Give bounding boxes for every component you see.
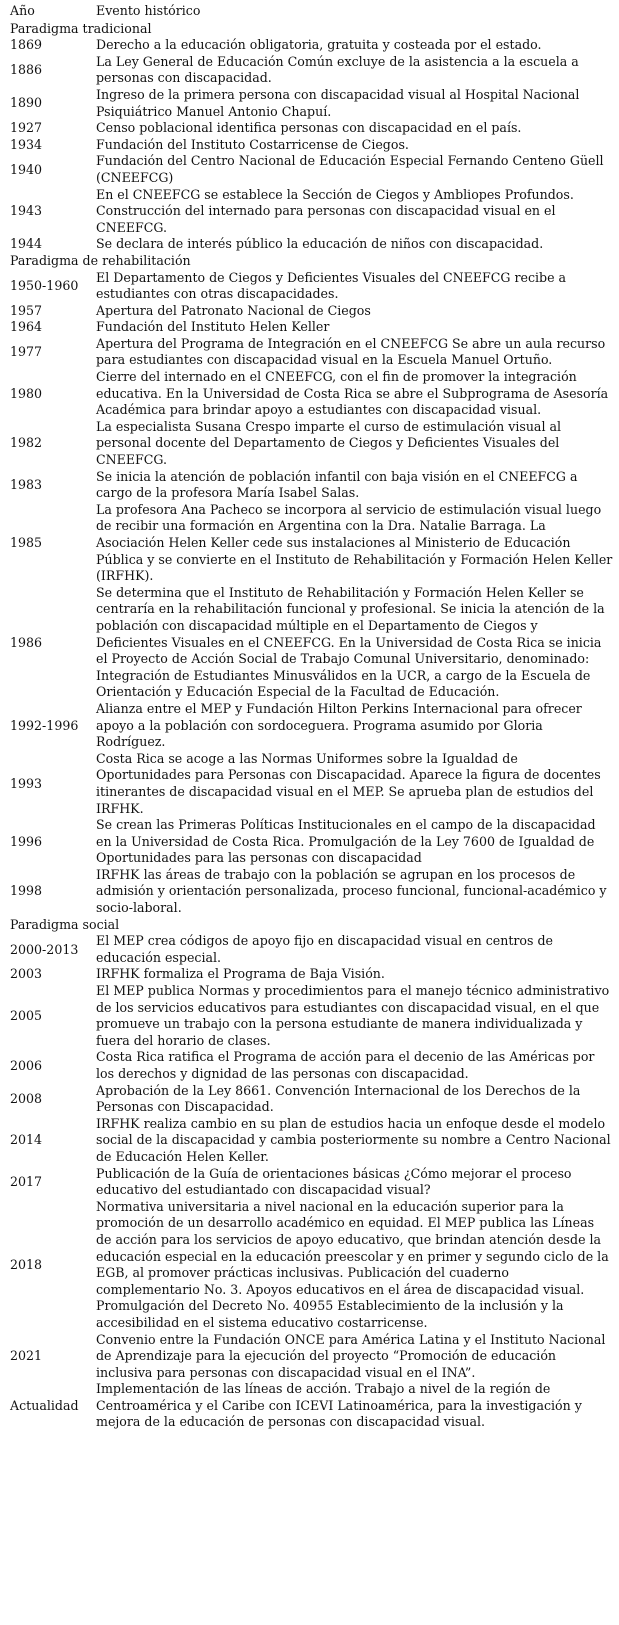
table-row	[0, 1049, 613, 1082]
year-cell: 1943	[10, 203, 43, 219]
table-row	[0, 867, 613, 917]
year-cell: 2021	[10, 1348, 43, 1364]
event-cell: Alianza entre el MEP y Fundación Hilton Perkins Internacional para ofrecer apoyo a la población con sordoceguera. Programa asumido por Gloria Rodríguez.	[96, 700, 582, 750]
event-cell: Fundación del Instituto Helen Keller	[96, 319, 330, 335]
table-row	[0, 54, 613, 87]
timeline-table	[0, 3, 613, 1431]
table-row	[0, 966, 613, 983]
year-cell: 1957	[10, 302, 43, 318]
table-row	[0, 336, 613, 369]
table-row	[0, 1381, 613, 1431]
event-cell: Apertura del Programa de Integración en el CNEEFCG Se abre un aula recurso para estudiantes con discapacidad visual en la Escuela Manuel Ortuño.	[96, 335, 606, 368]
year-cell: 2005	[10, 1007, 43, 1023]
event-cell: Costa Rica ratifica el Programa de acción para el decenio de las Américas por los derechos y dignidad de las personas con discapacidad.	[96, 1049, 595, 1081]
year-cell: 1944	[10, 236, 43, 252]
section-row	[0, 253, 613, 270]
year-cell: 1986	[10, 634, 43, 650]
year-cell: 1980	[10, 385, 43, 401]
table-row	[0, 1332, 613, 1382]
event-cell: Se declara de interés público la educación de niños con discapacidad.	[96, 236, 544, 252]
table-row	[0, 236, 613, 253]
year-cell: 1993	[10, 775, 43, 791]
event-cell: Costa Rica se acoge a las Normas Uniformes sobre la Igualdad de Oportunidades para Personas con Discapacidad. Aparece la figura de docentes itinerantes de discapacidad visual en el MEP. Se aprueba plan de estudios del IRFHK.	[96, 750, 601, 816]
year-cell: 1927	[10, 120, 43, 136]
year-cell: Actualidad	[10, 1397, 79, 1413]
year-cell: 1869	[10, 37, 43, 53]
table-row	[0, 1116, 613, 1166]
year-cell: 1886	[10, 62, 43, 78]
event-cell: Se crean las Primeras Políticas Institucionales en el campo de la discapacidad en la Universidad de Costa Rica. Promulgación de la Ley 7600 de Igualdad de Oportunidades para las personas con discapacidad	[96, 817, 596, 866]
section-title: Paradigma tradicional	[10, 20, 152, 36]
table-row	[0, 187, 613, 237]
year-cell: 2003	[10, 966, 43, 982]
table-row	[0, 87, 613, 120]
year-cell: 1983	[10, 476, 43, 492]
event-cell: IRFHK las áreas de trabajo con la población se agrupan en los procesos de admisión y orientación personalizada, proceso funcional, funcional-académico y socio-laboral.	[96, 866, 607, 916]
table-row	[0, 319, 613, 336]
table-row	[0, 369, 613, 419]
section-row	[0, 917, 613, 934]
year-cell: 1934	[10, 136, 43, 152]
event-cell: El Departamento de Ciegos y Deficientes Visuales del CNEEFCG recibe a estudiantes con otras discapacidades.	[96, 269, 567, 302]
table-row	[0, 270, 613, 303]
table-row	[0, 120, 613, 137]
event-cell: Fundación del Centro Nacional de Educación Especial Fernando Centeno Güell (CNEEFCG)	[96, 153, 604, 185]
table-row	[0, 1199, 613, 1332]
section-row	[0, 21, 613, 38]
section-title: Paradigma de rehabilitación	[10, 252, 191, 268]
year-cell: 1998	[10, 883, 43, 899]
table-row	[0, 701, 613, 751]
table-row	[0, 1166, 613, 1199]
table-row	[0, 37, 613, 54]
event-cell: Derecho a la educación obligatoria, gratuita y costeada por el estado.	[96, 37, 542, 53]
year-cell: 2017	[10, 1173, 43, 1189]
section-title: Paradigma social	[10, 916, 120, 932]
event-cell: Apertura del Patronato Nacional de Ciegos	[96, 302, 371, 318]
year-cell: 1996	[10, 833, 43, 849]
table-row	[0, 751, 613, 817]
event-cell: Se inicia la atención de población infantil con baja visión en el CNEEFCG a cargo de la profesora María Isabel Salas.	[96, 468, 578, 501]
table-row	[0, 502, 613, 585]
year-cell: 2006	[10, 1057, 43, 1073]
event-cell: Publicación de la Guía de orientaciones básicas ¿Cómo mejorar el proceso educativo del estudiantado con discapacidad visual?	[96, 1165, 572, 1198]
event-cell: Ingreso de la primera persona con discapacidad visual al Hospital Nacional Psiquiátrico Manuel Antonio Chapuí.	[96, 86, 580, 119]
event-cell: La profesora Ana Pacheco se incorpora al servicio de estimulación visual luego de recibir una formación en Argentina con la Dra. Natalie Barraga. La Asociación Helen Keller cede sus instalaciones al Ministerio de Educación Pública y se convierte en el Instituto de Rehabilitación y Formación Helen Keller (IRFHK).	[96, 501, 613, 584]
event-cell: Implementación de las líneas de acción. Trabajo a nivel de la región de Centroamérica y el Caribe con ICEVI Latinoamérica, para la investigación y mejora de la educación de personas con discapacidad visual.	[96, 1381, 582, 1430]
event-cell: En el CNEEFCG se establece la Sección de Ciegos y Ambliopes Profundos. Construcción del internado para personas con discapacidad visual en el CNEEFCG.	[96, 186, 574, 235]
table-row	[0, 419, 613, 469]
table-row	[0, 933, 613, 966]
event-cell: El MEP crea códigos de apoyo fijo en discapacidad visual en centros de educación especial.	[96, 933, 553, 965]
event-cell: Aprobación de la Ley 8661. Convención Internacional de los Derechos de la Personas con Discapacidad.	[96, 1082, 581, 1115]
year-cell: 1940	[10, 161, 43, 177]
event-cell: Censo poblacional identifica personas con discapacidad en el país.	[96, 120, 522, 136]
year-cell: 1950-1960	[10, 277, 79, 293]
year-cell: 1985	[10, 535, 43, 550]
event-cell: La Ley General de Educación Común excluye de la asistencia a la escuela a personas con discapacidad.	[96, 53, 579, 86]
year-cell: 1992-1996	[10, 717, 79, 733]
table-row	[0, 303, 613, 320]
event-cell: Fundación del Instituto Costarricense de Ciegos.	[96, 136, 409, 152]
year-cell: 1977	[10, 344, 43, 360]
table-row	[0, 469, 613, 502]
event-column-header: Evento histórico	[96, 3, 201, 18]
event-cell: IRFHK realiza cambio en su plan de estudios hacia un enfoque desde el modelo social de la discapacidad y cambia posteriormente su nombre a Centro Nacional de Educación Helen Keller.	[96, 1115, 611, 1164]
event-cell: Se determina que el Instituto de Rehabilitación y Formación Helen Keller se centraría en la rehabilitación funcional y profesional. Se inicia la atención de la población con discapacidad múltiple en el Departamento de Ciegos y Deficientes Visuales en el CNEEFCG. En la Universidad de Costa Rica se inicia el Proyecto de Acción Social de Trabajo Comunal Universitario, denominado: Integración de Estudiantes Minusválidos en la UCR, a cargo de la Escuela de Orientación y Educación Especial de la Facultad de Educación.	[96, 584, 605, 700]
year-cell: 2018	[10, 1256, 43, 1272]
timeline-body	[0, 21, 613, 1431]
event-cell: Cierre del internado en el CNEEFCG, con el fin de promover la integración educativa. En la Universidad de Costa Rica se abre el Subprograma de Asesoría Académica para brindar apoyo a estudiantes con discapacidad visual.	[96, 369, 609, 418]
year-cell: 2000-2013	[10, 941, 79, 957]
event-cell: La especialista Susana Crespo imparte el curso de estimulación visual al personal docente del Departamento de Ciegos y Deficientes Visuales del CNEEFCG.	[96, 418, 562, 468]
table-header-row	[0, 3, 613, 21]
event-cell: El MEP publica Normas y procedimientos para el manejo técnico administrativo de los servicios educativos para estudiantes con discapacidad visual, en el que promueve un trabajo con la persona estudiante de manera individualizada y fuera del horario de clases.	[96, 983, 610, 1048]
table-row	[0, 983, 613, 1049]
year-cell: 1982	[10, 435, 43, 451]
year-cell: 1964	[10, 319, 43, 335]
table-row	[0, 585, 613, 701]
year-column-header: Año	[10, 3, 35, 18]
table-row	[0, 817, 613, 867]
event-cell: Convenio entre la Fundación ONCE para América Latina y el Instituto Nacional de Aprendizaje para la ejecución del proyecto “Promoción de educación inclusiva para personas con discapacidad visual en el INA”.	[96, 1331, 606, 1380]
table-row	[0, 153, 613, 186]
table-row	[0, 137, 613, 154]
year-cell: 2008	[10, 1090, 43, 1106]
year-cell: 1890	[10, 95, 43, 111]
year-cell: 2014	[10, 1132, 43, 1148]
event-cell: IRFHK formaliza el Programa de Baja Visión.	[96, 966, 385, 982]
event-cell: Normativa universitaria a nivel nacional en la educación superior para la promoción de un desarrollo académico en equidad. El MEP publica las Líneas de acción para los servicios de apoyo educativo, que brindan atención desde la educación especial en la educación preescolar y en primer y segundo ciclo de la EGB, al promover prácticas inclusivas. Publicación del cuaderno complementario No. 3. Apoyos educativos en el área de discapacidad visual. Promulgación del Decreto No. 40955 Establecimiento de la inclusión y la accesibilidad en el sistema educativo costarricense.	[96, 1198, 609, 1330]
table-row	[0, 1083, 613, 1116]
